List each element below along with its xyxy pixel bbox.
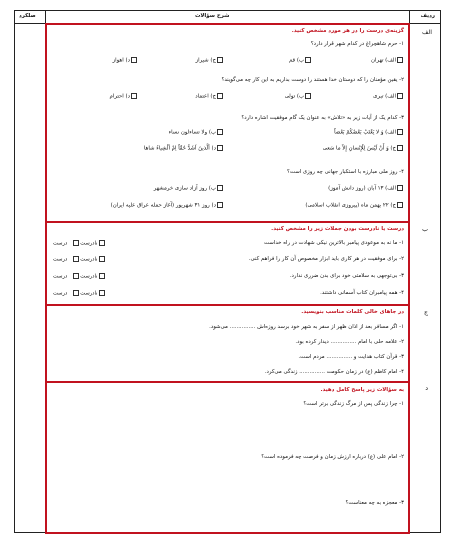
exam-table [14,10,441,533]
question-a2: ۲- یقین مؤمنان را که دوستان خدا هستند را دوست بداریم به این کار چه می‌گویند؟ [221,77,404,83]
option-a3-2: ب) ولا تساءلون نساء [169,129,224,136]
checkbox[interactable] [397,93,403,99]
option-a3-4: د) اَلَّذینَ اَشَدُّ حُقّاً اِمْ اَلْشِیاءُ شاها [144,145,224,152]
description-header: شرح سؤالات [195,13,230,19]
question-d2: ۲- امام علی (ع) درباره ارزش زمان و فرصت چه فرموده است؟ [261,454,404,460]
checkbox[interactable] [397,202,403,208]
checkbox[interactable] [131,93,137,99]
option-a4-3: ج) ۲۲ بهمن ماه (پیروزی انقلاب اسلامی) [305,202,404,209]
true-checkbox[interactable] [99,290,105,296]
checkbox[interactable] [217,57,223,63]
checkbox[interactable] [397,57,403,63]
false-checkbox[interactable] [73,273,79,279]
checkbox[interactable] [305,93,311,99]
section-letter-a: الف [421,29,432,36]
fill-in-c4: ۴- امام کاظم (ع) در زمان حکومت ............... زندگی می‌کرد. [264,369,404,375]
section-b-instruction: درست یا نادرست بودن جملات زیر را مشخص کنید. [271,226,404,232]
section-letter-d: د [425,385,428,392]
checkbox[interactable] [217,129,223,135]
checkbox[interactable] [305,57,311,63]
true-checkbox[interactable] [99,256,105,262]
fill-in-c1: ۱- اگر مسافر بعد از اذان ظهر از سفر به شهر خود برسد روزه‌اش ............... می‌شود. [209,324,404,330]
checkbox[interactable] [217,185,223,191]
section-letter-c: ج [424,309,428,316]
option-a1-4: د) اهواز [113,57,138,64]
option-a2-2: ب) تولی [285,93,312,100]
false-checkbox[interactable] [73,240,79,246]
option-a1-3: ج) شیراز [195,57,224,64]
checkbox[interactable] [397,129,403,135]
false-checkbox[interactable] [73,290,79,296]
question-a1: ۱- حرم شاهچراغ در کدام شهر قرار دارد؟ [310,41,404,47]
true-false-b4: نادرست درست [53,290,106,297]
option-a1-1: الف) تهران [371,57,404,64]
checkbox[interactable] [217,145,223,151]
checkbox[interactable] [397,185,403,191]
option-a4-2: ب) روز آزاد سازی خرمشهر [154,185,224,192]
checkbox[interactable] [217,202,223,208]
statement-b3: ۳- بی‌توجهی به سلامتی خود برای بدن ضرری ندارد. [289,273,404,279]
true-false-b2: نادرست درست [53,256,106,263]
option-a3-3: ج) وَ أَنْ لَیْسَ لِلْإِنْسانِ إِلاّ ما سَعی [323,145,404,152]
option-a2-4: د) احترام [110,93,138,100]
question-a3: ۳- کدام یک از آیات زیر به «تلاش» به عنوان یک گام موفقیت اشاره دارد؟ [241,115,404,121]
option-a2-3: ج) اعتماد [195,93,224,100]
fill-in-c2: ۲- علامه حلی با امام ............... دیدار کرده بود. [295,339,404,345]
statement-b2: ۲- برای موفقیت در هر کاری باید ابزار مخصوص آن کار را فراهم کنی. [248,256,404,262]
section-a-instruction: گزینه‌ی درست را در هر مورد مشخص کنید. [291,28,404,34]
question-d1: ۱- چرا زندگی پس از مرگ زندگی برتر است؟ [303,401,404,407]
option-a1-2: ب) قم [289,57,312,64]
question-d3: ۳- معجزه به چه معناست؟ [345,500,404,506]
score-header: صلکرد [19,13,36,19]
statement-b1: ۱- ما نه به موعودی پیامبر بالاترین نیکی شهادت در راه خداست [264,240,404,246]
section-d-instruction: به سؤالات زیر پاسخ کامل دهید. [320,387,404,393]
false-checkbox[interactable] [73,256,79,262]
row-header: ردیف [420,13,435,19]
checkbox[interactable] [217,93,223,99]
true-false-b3: نادرست درست [53,273,106,280]
true-checkbox[interactable] [99,273,105,279]
question-a4: ۴- روز ملی مبارزه با استکبار جهانی چه روزی است؟ [287,169,404,175]
option-a3-1: الف) وَ لا یَغْتَبْ بَعْضُکُمْ بَعْضاً [334,129,404,136]
checkbox[interactable] [397,145,403,151]
checkbox[interactable] [131,57,137,63]
option-a2-1: الف) تبری [373,93,404,100]
true-false-b1: نادرست درست [53,240,106,247]
section-letter-b: ب [422,226,428,233]
section-c-instruction: در جاهای خالی کلمات مناسب بنویسید. [301,309,404,315]
fill-in-c3: ۳- قرآن کتاب هدایت و ............... مردم است. [298,354,404,360]
statement-b4: ۴- همه پیامبران کتاب آسمانی داشتند. [320,290,404,296]
true-checkbox[interactable] [99,240,105,246]
option-a4-4: د) روز ۳۱ شهریور (آغاز حمله عراق علیه ایران) [111,202,224,209]
option-a4-1: الف) ۱۳ آبان (روز دانش آموز) [328,185,404,192]
